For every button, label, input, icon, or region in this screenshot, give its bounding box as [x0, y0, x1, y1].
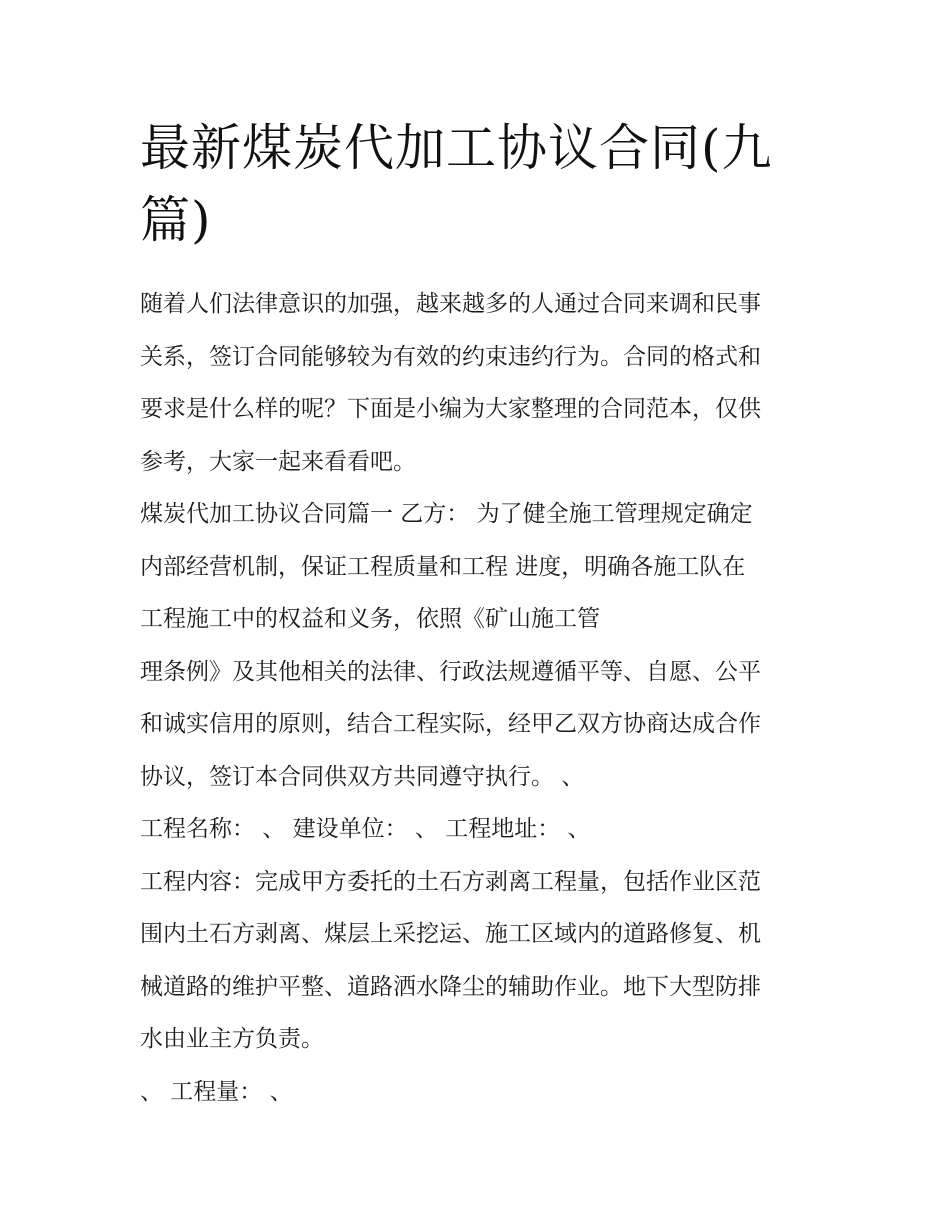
- text-line: 关系，签订合同能够较为有效的约束违约行为。合同的格式和: [140, 343, 761, 370]
- text-line: 内部经营机制，保证工程质量和工程 进度，明确各施工队在: [140, 553, 746, 580]
- text-line: 理条例》及其他相关的法律、行政法规遵循平等、自愿、公平: [140, 658, 761, 685]
- document-title: [140, 112, 812, 256]
- text-line: 、 工程量： 、: [140, 1078, 293, 1105]
- text-line: 随着人们法律意识的加强，越来越多的人通过合同来调和民事: [140, 291, 761, 317]
- document-page: [140, 112, 812, 1118]
- text-line: 工程名称： 、 建设单位： 、 工程地址： 、: [140, 816, 591, 842]
- text-line: 工程施工中的权益和义务，依照《矿山施工管: [140, 606, 600, 632]
- text-line: 械道路的维护平整、道路洒水降尘的辅助作业。地下大型防排: [140, 973, 761, 1000]
- quantity-paragraph: [140, 1066, 812, 1119]
- text-line: 围内土石方剥离、煤层上采挖运、施工区域内的道路修复、机: [140, 921, 761, 947]
- contract-preamble-paragraph: [140, 488, 812, 803]
- text-line: 参考，大家一起来看看吧。: [140, 448, 416, 475]
- intro-paragraph: [140, 278, 812, 488]
- text-line: 和诚实信用的原则，结合工程实际，经甲乙双方协商达成合作: [140, 711, 761, 737]
- title-line-1: 最新煤炭代加工协议合同(九: [140, 119, 773, 177]
- text-line: 水由业主方负责。: [140, 1026, 324, 1052]
- project-scope-paragraph: [140, 856, 812, 1066]
- text-line: 协议，签订本合同供双方共同遵守执行。 、: [140, 763, 585, 790]
- title-line-2: 篇): [140, 191, 212, 249]
- text-line: 工程内容：完成甲方委托的土石方剥离工程量，包括作业区范: [140, 868, 761, 895]
- text-line: 要求是什么样的呢？下面是小编为大家整理的合同范本，仅供: [140, 396, 761, 422]
- document-body: [140, 278, 812, 1118]
- text-line: 煤炭代加工协议合同篇一 乙方： 为了健全施工管理规定确定: [140, 501, 753, 527]
- project-info-paragraph: [140, 803, 812, 856]
